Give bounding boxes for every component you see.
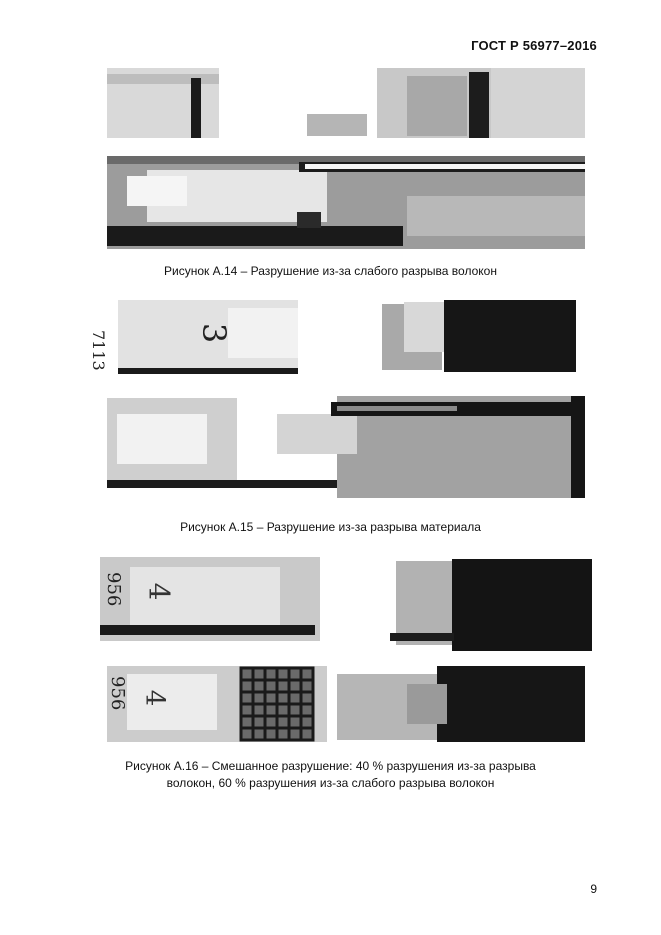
figure-a14-photo-bottom: [107, 156, 585, 249]
specimen-mark-3: 3: [195, 322, 234, 344]
figure-a15-caption: Рисунок А.15 – Разрушение из-за разрыва материала: [180, 520, 481, 534]
figure-a16-caption: [0, 758, 661, 792]
figure-a16-caption-line-1: Рисунок А.16 – Смешанное разрушение: 40 % разрушения из-за разрыва: [125, 759, 536, 773]
specimen-mark-956-bottom: 956: [107, 676, 128, 711]
figure-a14-caption: Рисунок А.14 – Разрушение из-за слабого разрыва волокон: [164, 264, 497, 278]
figure-a16-photo-bottom: [107, 664, 585, 744]
figure-a16-caption-line-2: волокон, 60 % разрушения из-за слабого разрыва волокон: [166, 776, 495, 790]
specimen-mark-4-top: 4: [142, 582, 176, 601]
figure-a16-photo-top: [100, 553, 592, 653]
figure-a15-photo-bottom: [107, 394, 585, 498]
figure-a14-photo-top: [107, 68, 585, 144]
specimen-mark-7113: 7113: [89, 330, 108, 371]
specimen-mark-956-top: 956: [103, 572, 124, 607]
figure-a15-photo-top: [118, 298, 576, 374]
document-header: ГОСТ Р 56977–2016: [471, 38, 597, 53]
page-number: 9: [590, 882, 597, 896]
specimen-mark-4-bottom: 4: [139, 689, 170, 707]
